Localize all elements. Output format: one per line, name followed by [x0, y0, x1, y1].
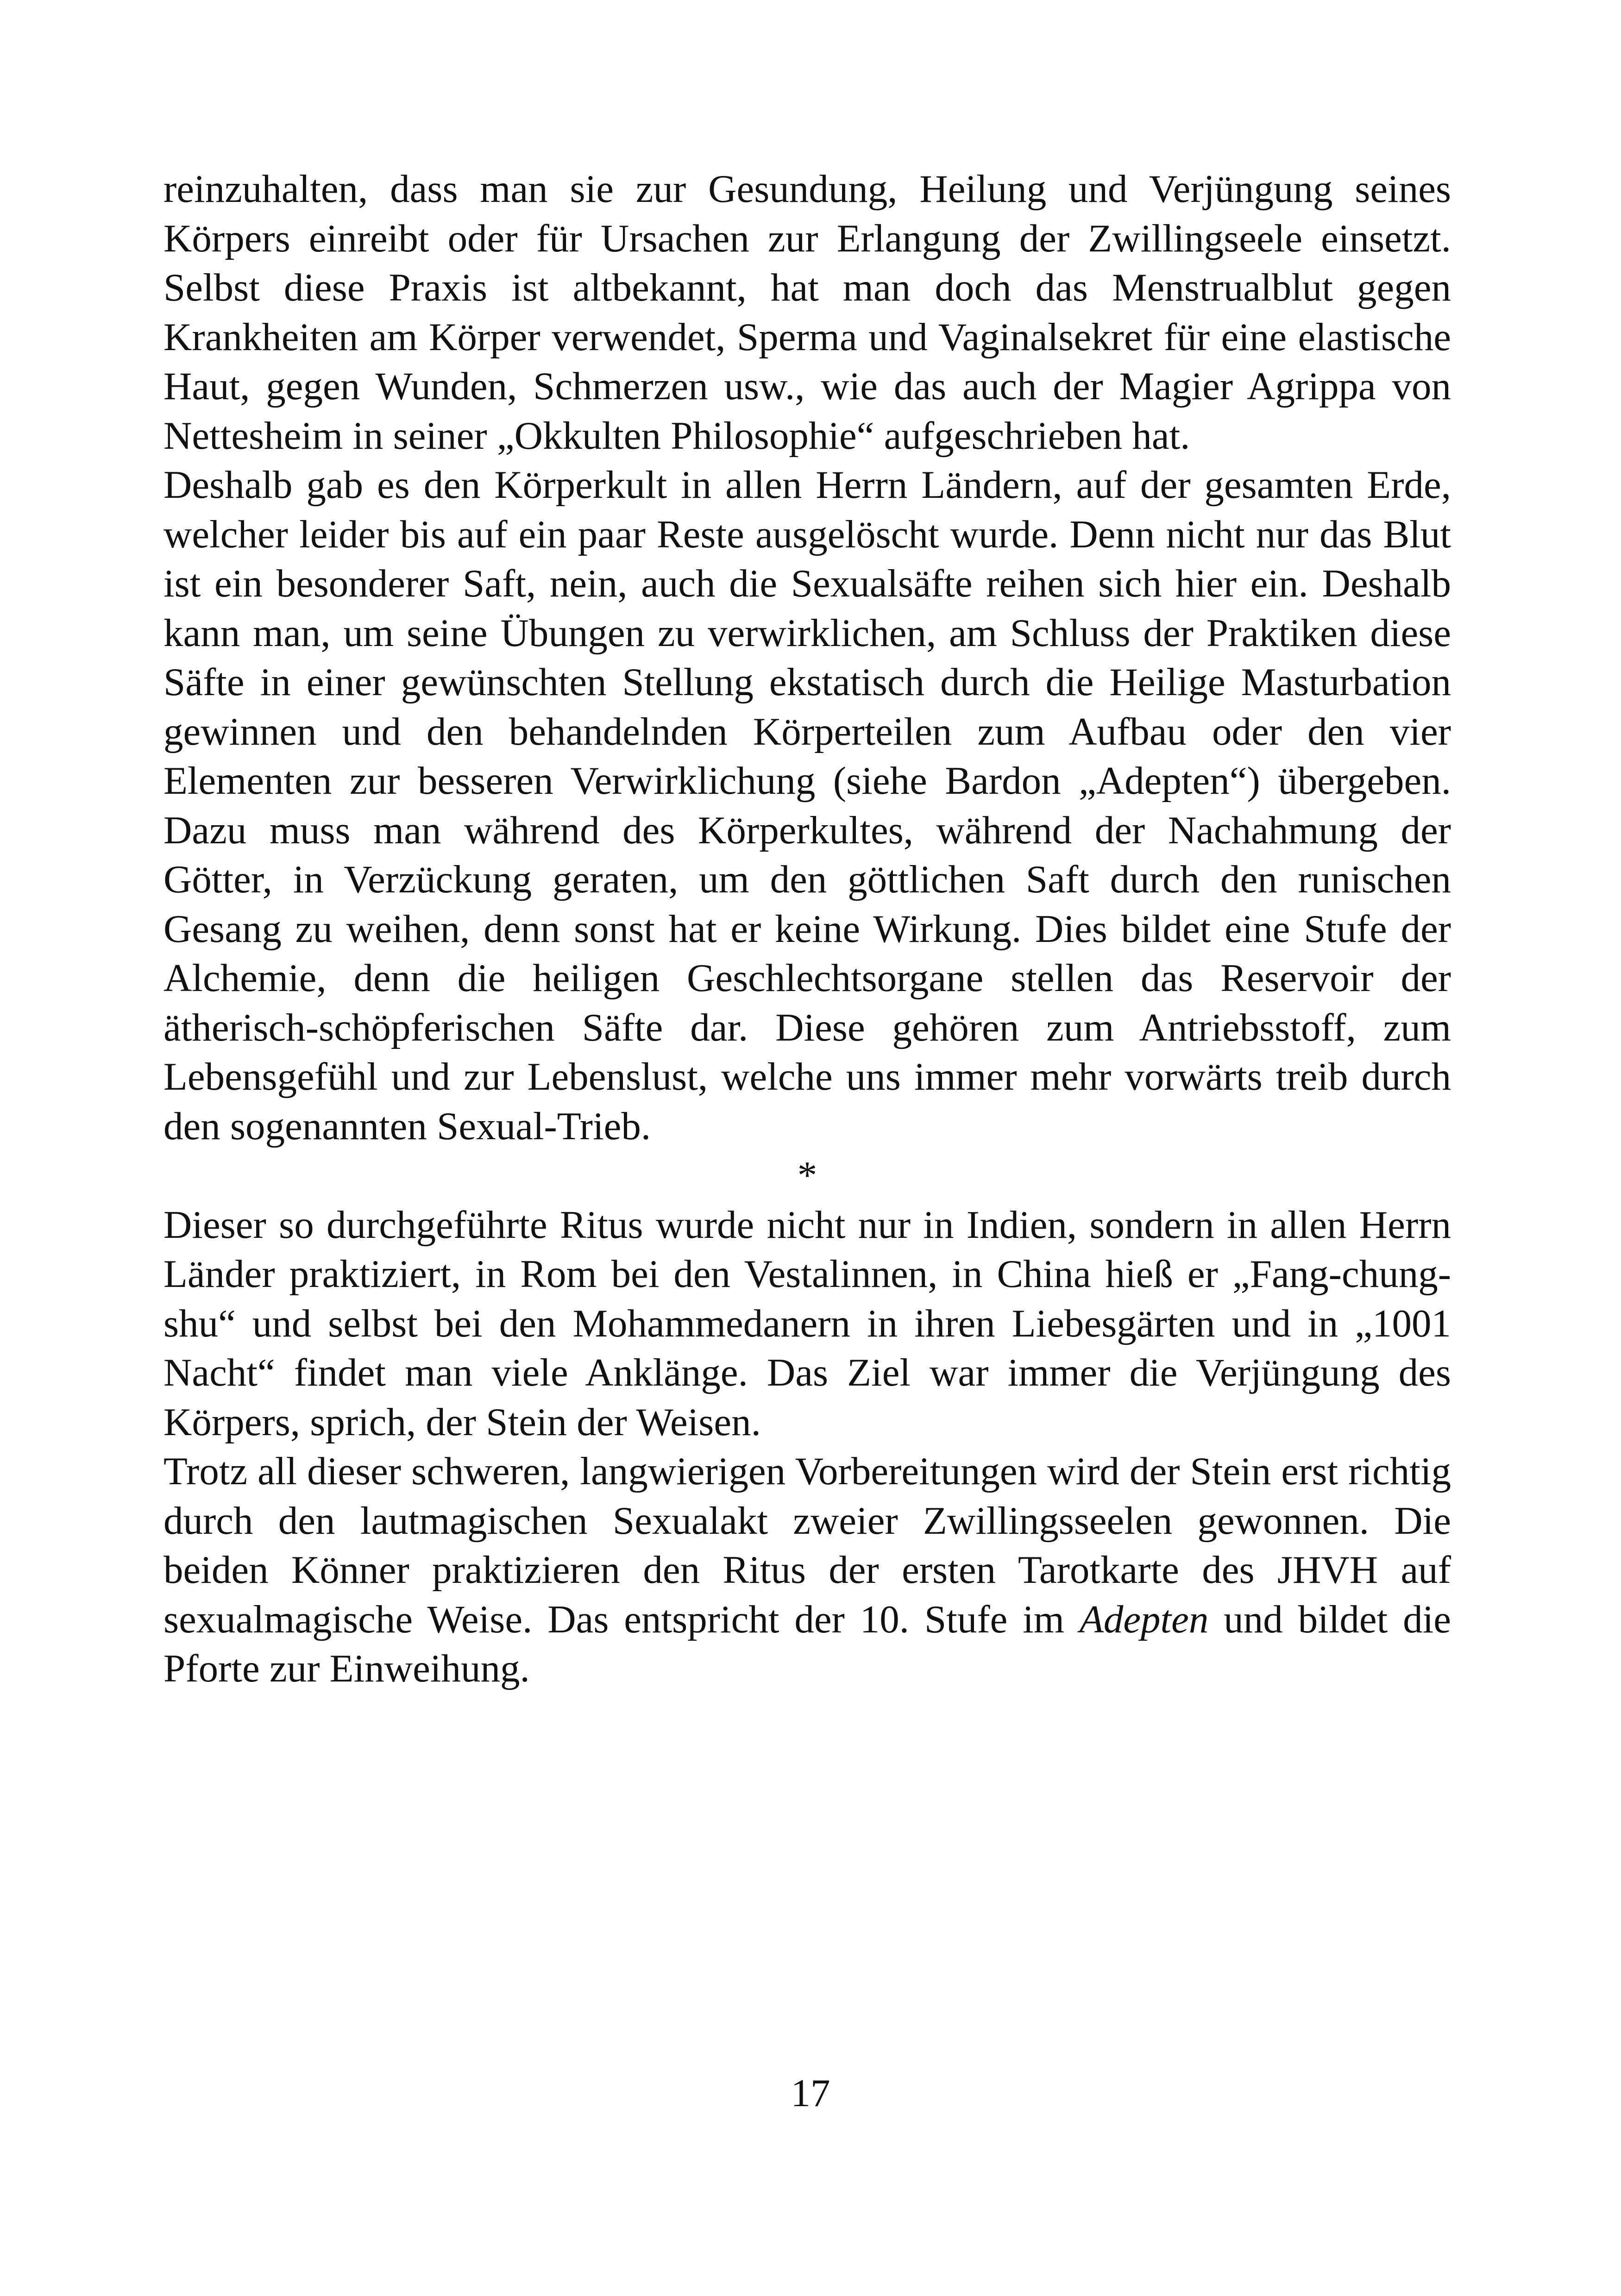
paragraph-4-text-end: und bildet die Pforte zur Einweihung. — [163, 1597, 1451, 1690]
page-number: 17 — [791, 2071, 830, 2115]
paragraph-4 — [163, 1447, 1451, 1694]
italic-book-title: Adepten — [1079, 1597, 1209, 1641]
paragraph-1: reinzuhalten, dass man sie zur Gesundung, Heilung und Verjüngung seines Körpers einreibt oder für Ursachen zur Erlangung der Zwillingseele einsetzt. Selbst diese Praxis ist altbekannt, hat man doch das Menstrualblut gegen Krankheiten am Körper verwendet, Sperma und Vaginalsekret für eine elastische Haut, gegen Wunden, Schmerzen usw., wie das auch der Magier Agrippa von Nettesheim in seiner „Okkulten Philosophie“ aufgeschrieben hat. — [163, 167, 1451, 458]
paragraph-4-text-start: Trotz all dieser schweren, langwierigen Vorbereitungen wird der Stein erst richtig durch den lautmagischen Sexualakt zweier Zwillingsseelen gewonnen. Die beiden Könner praktizieren den Ritus der ersten Tarotkarte des JHVH auf sexualmagische Weise. Das entspricht der 10. Stufe im — [163, 1449, 1451, 1641]
paragraph-3: Dieser so durchgeführte Ritus wurde nicht nur in Indien, sondern in allen Herrn Länder praktiziert, in Rom bei den Vestalinnen, in China hieß er „Fang-chung-shu“ und selbst bei den Mohammedanern in ihren Liebesgärten und in „1001 Nacht“ findet man viele Anklänge. Das Ziel war immer die Verjüngung des Körpers, sprich, der Stein der Weisen. — [163, 1203, 1451, 1444]
paragraph-2: Deshalb gab es den Körperkult in allen Herrn Ländern, auf der gesamten Erde, welcher leider bis auf ein paar Reste ausgelöscht wurde. Denn nicht nur das Blut ist ein besonderer Saft, nein, auch die Sexualsäfte reihen sich hier ein. Deshalb kann man, um seine Übungen zu verwirklichen, am Schluss der Praktiken diese Säfte in einer gewünschten Stellung ekstatisch durch die Heilige Masturbation gewinnen und den behandelnden Körperteilen zum Aufbau oder den vier Elementen zur besseren Verwirklichung (siehe Bardon „Adepten“) übergeben. Dazu muss man während des Körperkultes, während der Nachahmung der Götter, in Verzückung geraten, um den göttlichen Saft durch den runischen Gesang zu weihen, denn sonst hat er keine Wirkung. Dies bildet eine Stufe der Alchemie, denn die heiligen Geschlechtsorgane stellen das Reservoir der ätherisch-schöpferischen Säfte dar. Diese gehören zum Antriebsstoff, zum Lebensgefühl und zur Lebenslust, welche uns immer mehr vorwärts treib durch den sogenannten Sexual-Trieb. — [163, 463, 1451, 1148]
body-text — [163, 164, 1451, 1694]
section-separator: * — [797, 1154, 817, 1197]
